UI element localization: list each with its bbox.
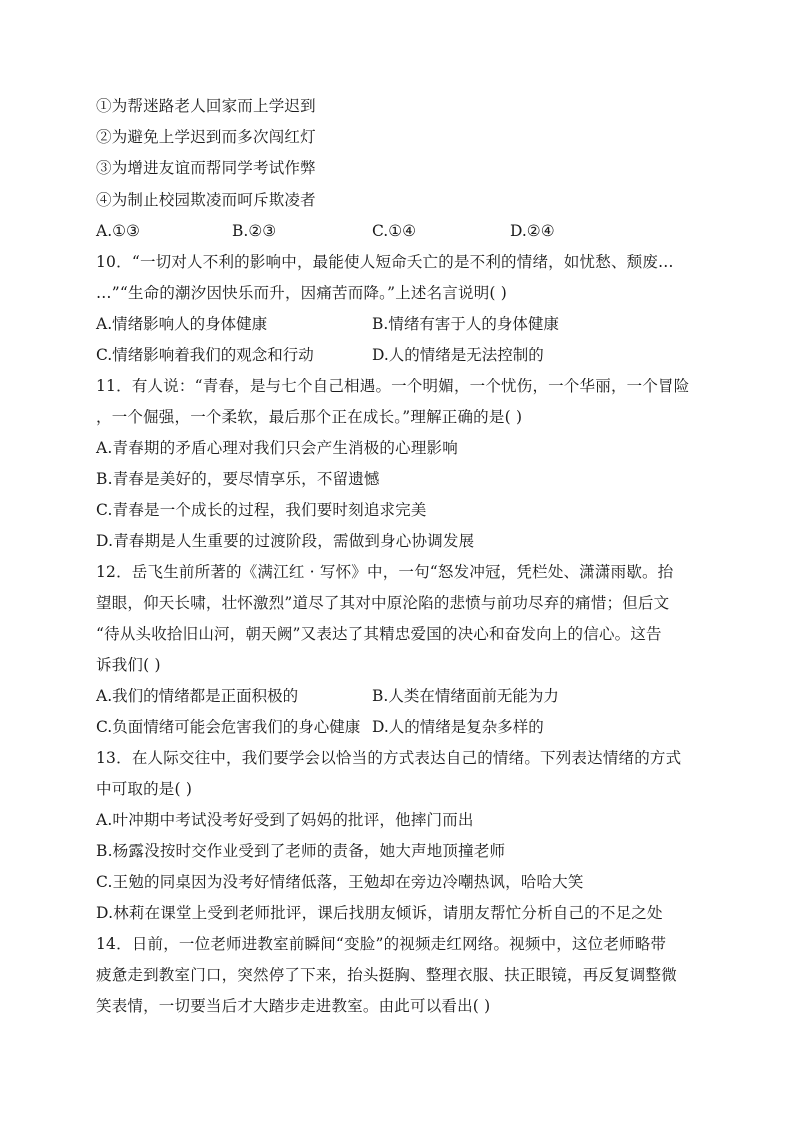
- q12-option-b: B.人类在情绪面前无能为力: [372, 687, 559, 705]
- q12-stem-line-4: 诉我们( ): [96, 656, 161, 674]
- q12-stem-line-3: “待从头收拾旧山河，朝天阙”又表达了其精忠爱国的决心和奋发向上的信心。这告: [96, 625, 662, 643]
- q12-option-d: D.人的情绪是复杂多样的: [372, 718, 544, 736]
- q9-option-a: A.①③: [96, 222, 140, 240]
- q9-item-2: ②为避免上学迟到而多次闯红灯: [96, 128, 316, 146]
- q13-option-c: C.王勉的同桌因为没考好情绪低落，王勉却在旁边冷嘲热讽，哈哈大笑: [96, 873, 584, 891]
- q10-stem-line-1: 10．“一切对人不利的影响中，最能使人短命夭亡的是不利的情绪，如忧愁、颓废…: [96, 253, 674, 271]
- q9-option-b: B.②③: [232, 222, 277, 240]
- q14-stem-line-3: 笑表情，一切要当后才大踏步走进教室。由此可以看出( ): [96, 997, 491, 1015]
- q10-option-a: A.情绪影响人的身体健康: [96, 315, 268, 333]
- q11-stem-line-1: 11．有人说：“青春，是与七个自己相遇。一个明媚，一个忧伤，一个华丽，一个冒险: [96, 377, 690, 395]
- q12-stem-line-2: 望眼，仰天长啸，壮怀激烈”道尽了其对中原沦陷的悲愤与前功尽弃的痛惜；但后文: [96, 594, 670, 612]
- q11-option-c: C.青春是一个成长的过程，我们要时刻追求完美: [96, 501, 427, 519]
- q13-stem-line-1: 13．在人际交往中，我们要学会以恰当的方式表达自己的情绪。下列表达情绪的方式: [96, 749, 682, 767]
- q10-option-d: D.人的情绪是无法控制的: [372, 346, 544, 364]
- q10-option-b: B.情绪有害于人的身体健康: [372, 315, 559, 333]
- q11-option-d: D.青春期是人生重要的过渡阶段，需做到身心协调发展: [96, 532, 475, 550]
- q9-option-d: D.②④: [510, 222, 555, 240]
- q9-item-1: ①为帮迷路老人回家而上学迟到: [96, 97, 316, 115]
- q12-option-a: A.我们的情绪都是正面积极的: [96, 687, 299, 705]
- q13-option-a: A.叶冲期中考试没考好受到了妈妈的批评，他摔门而出: [96, 811, 474, 829]
- q13-option-b: B.杨露没按时交作业受到了老师的责备，她大声地顶撞老师: [96, 842, 506, 860]
- q13-option-d: D.林莉在课堂上受到老师批评，课后找朋友倾诉，请朋友帮忙分析自己的不足之处: [96, 904, 663, 922]
- q11-option-b: B.青春是美好的，要尽情享乐，不留遗憾: [96, 470, 380, 488]
- q9-option-c: C.①④: [372, 222, 417, 240]
- q14-stem-line-1: 14．日前，一位老师进教室前瞬间“变脸”的视频走红网络。视频中，这位老师略带: [96, 935, 667, 953]
- q10-option-c: C.情绪影响着我们的观念和行动: [96, 346, 314, 364]
- q11-stem-line-2: ，一个倔强，一个柔软，最后那个正在成长。”理解正确的是( ): [96, 408, 523, 426]
- q9-item-4: ④为制止校园欺凌而呵斥欺凌者: [96, 191, 316, 209]
- q9-item-3: ③为增进友谊而帮同学考试作弊: [96, 159, 316, 177]
- q12-option-c: C.负面情绪可能会危害我们的身心健康: [96, 718, 361, 736]
- q12-stem-line-1: 12．岳飞生前所著的《满江红 · 写怀》中，一句“怒发冲冠，凭栏处、潇潇雨歇。抬: [96, 563, 674, 581]
- q14-stem-line-2: 疲惫走到教室门口，突然停了下来，抬头挺胸、整理衣服、扶正眼镜，再反复调整微: [96, 966, 677, 984]
- q11-option-a: A.青春期的矛盾心理对我们只会产生消极的心理影响: [96, 439, 458, 457]
- q10-stem-line-2: …”“生命的潮汐因快乐而升，因痛苦而降。”上述名言说明( ): [96, 284, 508, 302]
- q13-stem-line-2: 中可取的是( ): [96, 780, 193, 798]
